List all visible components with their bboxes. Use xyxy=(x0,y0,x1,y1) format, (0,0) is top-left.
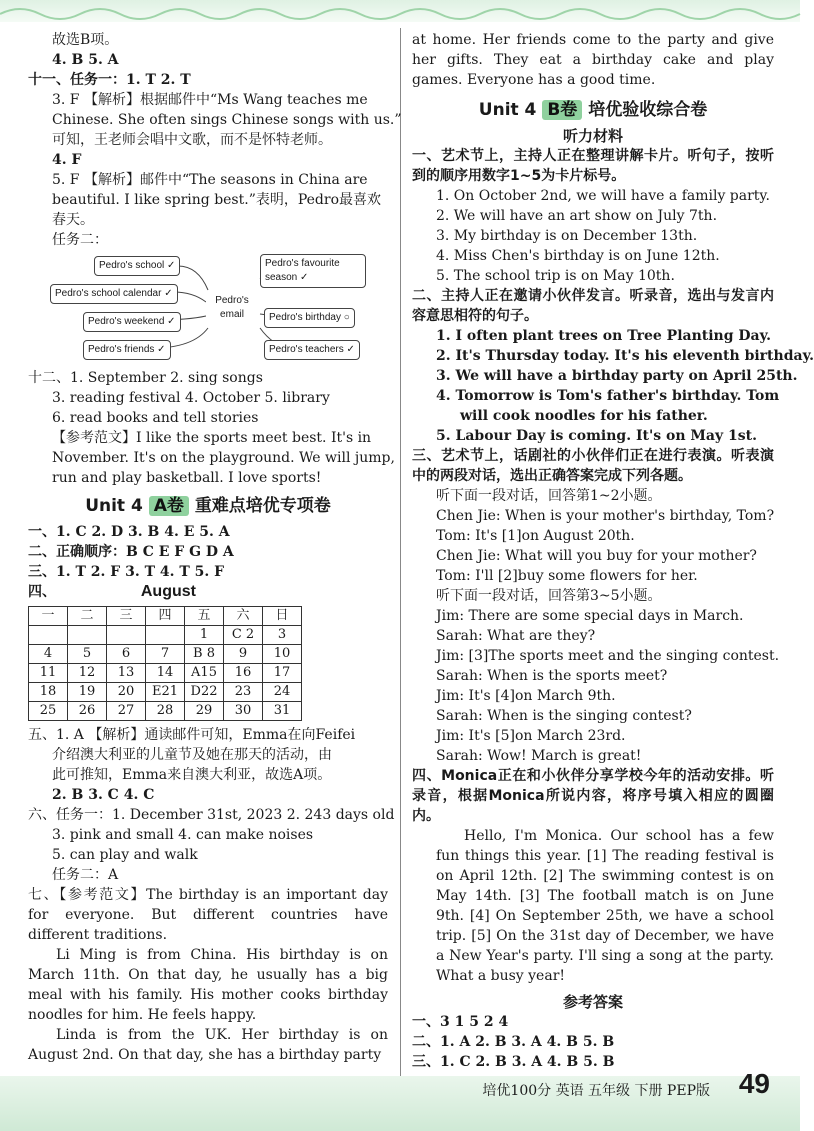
listening-material-title: 听力材料 xyxy=(562,127,623,145)
top-decoration-band xyxy=(0,0,800,22)
answer-line: 4. F xyxy=(52,152,82,168)
listening-line: 5. Labour Day is coming. It's on May 1st. xyxy=(436,428,757,444)
answer-line: 5. F 【解析】邮件中“The seasons in China are xyxy=(52,172,368,188)
mind-node-school-calendar: Pedro's school calendar ✓ xyxy=(50,284,178,304)
mind-map xyxy=(28,250,388,368)
wave-border-icon xyxy=(0,0,800,22)
calendar-cell: 19 xyxy=(68,683,107,702)
footer-book-info: 培优100分 英语 五年级 下册 PEP版 xyxy=(482,1083,710,1099)
question-prompt: 三、艺术节上，话剧社的小伙伴们正在进行表演。听表演中的两段对话，选出正确答案完成下列各题。 xyxy=(412,448,774,484)
answer-line: 一、1. C 2. D 3. B 4. E 5. A xyxy=(28,524,230,540)
calendar-week-row xyxy=(29,626,302,645)
answer-line: 二、1. A 2. B 3. A 4. B 5. B xyxy=(412,1034,615,1050)
answer-line: 5. can play and walk xyxy=(52,847,198,863)
unit-b-heading xyxy=(412,100,774,120)
calendar-month: August xyxy=(140,583,196,600)
answer-line: 可知，王老师会唱中文歌，而不是怀特老师。 xyxy=(52,132,332,148)
calendar-cell: 6 xyxy=(107,645,146,664)
mind-node-favourite-season: Pedro's favourite season ✓ xyxy=(260,254,366,288)
calendar-cell: 31 xyxy=(263,702,302,721)
dialogue-line: Sarah: Wow! March is great! xyxy=(436,748,642,764)
calendar-week-row xyxy=(29,664,302,683)
answer-key-title: 参考答案 xyxy=(562,993,623,1011)
section-four-label: 四、 xyxy=(28,584,56,600)
calendar-cell: 23 xyxy=(224,683,263,702)
sample-essay-paragraph: at home. Her friends come to the party and give her gifts. They eat a birthday cake and play games. Everyone has a good time. xyxy=(412,32,774,88)
calendar-cell: D22 xyxy=(185,683,224,702)
dialogue-line: Tom: I'll [2]buy some flowers for her. xyxy=(436,568,698,584)
listening-line: 3. We will have a birthday party on April 25th. xyxy=(436,368,798,384)
answer-line: 6. read books and tell stories xyxy=(52,410,259,426)
calendar-cell: 10 xyxy=(263,645,302,664)
answer-line: 春天。 xyxy=(52,212,94,228)
unit-a-title: Unit 4 xyxy=(85,496,143,516)
calendar-cell xyxy=(107,626,146,645)
answer-line: 任务二：A xyxy=(52,867,119,883)
dialogue-line: Chen Jie: When is your mother's birthday, Tom? xyxy=(436,508,775,524)
answer-line: 二、正确顺序：B C E F G D A xyxy=(28,544,234,560)
answer-line: 故选B项。 xyxy=(52,32,119,48)
answer-line: 3. F 【解析】根据邮件中“Ms Wang teaches me xyxy=(52,92,368,108)
sample-essay-line: November. It's on the playground. We will jump, xyxy=(52,450,395,466)
dialogue-line: Sarah: When is the singing contest? xyxy=(436,708,692,724)
calendar-header-row xyxy=(29,607,302,626)
calendar-cell: A15 xyxy=(185,664,224,683)
calendar-cell: 25 xyxy=(29,702,68,721)
unit-b-tag: B卷 xyxy=(542,100,582,120)
section-twelve: 十二、1. September 2. sing songs xyxy=(28,370,263,386)
calendar-cell: 7 xyxy=(146,645,185,664)
dialogue-line: Jim: There are some special days in March. xyxy=(436,608,744,624)
calendar-cell: 五 xyxy=(185,607,224,626)
monica-passage: Hello, I'm Monica. Our school has a few fun things this year. [1] The reading festival is on April 12th. [2] The swimming contest is on May 14th. [3] The football match is on June 9th. [4] On September 25th, we have a school trip. [5] On the 31st day of December, we have a New Year's party. I'll sing a song at the party. What a busy year! xyxy=(436,828,774,984)
answer-line: 3. reading festival 4. October 5. library xyxy=(52,390,330,406)
dialogue-line: Jim: It's [4]on March 9th. xyxy=(436,688,616,704)
calendar-cell: 11 xyxy=(29,664,68,683)
sample-essay-paragraph: Li Ming is from China. His birthday is on March 11th. On that day, he usually has a big meal with his family. His mother cooks birthday noodles for him. He feels happy. xyxy=(28,947,388,1023)
answer-line: 此可推知，Emma来自澳大利亚，故选A项。 xyxy=(52,767,332,783)
answer-line: 三、1. C 2. B 3. A 4. B 5. B xyxy=(412,1054,615,1070)
dialogue-instruction: 听下面一段对话，回答第1~2小题。 xyxy=(436,488,662,504)
calendar-cell: 4 xyxy=(29,645,68,664)
question-prompt: 四、Monica正在和小伙伴分享学校今年的活动安排。听录音，根据Monica所说内容，将序号填入相应的圆圈内。 xyxy=(412,768,774,824)
calendar-week-row xyxy=(29,645,302,664)
answer-line: beautiful. I like spring best.”表明，Pedro最喜欢 xyxy=(52,192,382,208)
answer-line: 4. B 5. A xyxy=(52,52,119,68)
calendar-cell: 28 xyxy=(146,702,185,721)
calendar-cell: 一 xyxy=(29,607,68,626)
unit-b-title: Unit 4 xyxy=(478,100,537,120)
listening-line: 2. It's Thursday today. It's his eleventh birthday. xyxy=(436,348,814,364)
listening-line: 5. The school trip is on May 10th. xyxy=(436,268,675,284)
mind-node-center: Pedro's email xyxy=(206,292,258,324)
question-prompt: 一、艺术节上，主持人正在整理讲解卡片。听句子，按听到的顺序用数字1~5为卡片标号。 xyxy=(412,148,774,184)
calendar-cell: E21 xyxy=(146,683,185,702)
page-footer xyxy=(0,1068,800,1131)
calendar-cell: 13 xyxy=(107,664,146,683)
answer-line: 三、1. T 2. F 3. T 4. T 5. F xyxy=(28,564,225,580)
sample-essay-paragraph: 七、【参考范文】The birthday is an important day for everyone. But different countries have different traditions. xyxy=(28,887,388,943)
calendar-week-row xyxy=(29,683,302,702)
mind-node-birthday: Pedro's birthday ○ xyxy=(264,308,355,328)
answer-line: 六、任务一：1. December 31st, 2023 2. 243 days old xyxy=(28,807,395,823)
calendar-cell: B 8 xyxy=(185,645,224,664)
calendar-cell: 18 xyxy=(29,683,68,702)
listening-line: will cook noodles for his father. xyxy=(460,408,708,424)
calendar-cell: 16 xyxy=(224,664,263,683)
dialogue-line: Chen Jie: What will you buy for your mother? xyxy=(436,548,757,564)
unit-a-subtitle: 重难点培优专项卷 xyxy=(194,496,331,516)
calendar-cell: 三 xyxy=(107,607,146,626)
answer-line: 2. B 3. C 4. C xyxy=(52,787,155,803)
calendar-cell: 20 xyxy=(107,683,146,702)
calendar-cell: 9 xyxy=(224,645,263,664)
column-divider xyxy=(400,28,401,1076)
answer-line: Chinese. She often sings Chinese songs with us.” xyxy=(52,112,402,128)
calendar-week-row xyxy=(29,702,302,721)
mind-node-teachers: Pedro's teachers ✓ xyxy=(264,340,360,360)
calendar-cell: 27 xyxy=(107,702,146,721)
listening-line: 1. On October 2nd, we will have a family party. xyxy=(436,188,770,204)
listening-line: 2. We will have an art show on July 7th. xyxy=(436,208,718,224)
right-column xyxy=(412,30,814,1072)
listening-line: 4. Tomorrow is Tom's father's birthday. Tom xyxy=(436,388,780,404)
calendar-cell: 二 xyxy=(68,607,107,626)
sample-essay-paragraph: Linda is from the UK. Her birthday is on August 2nd. On that day, she has a birthday party xyxy=(28,1027,388,1063)
calendar-heading xyxy=(28,582,388,602)
left-column xyxy=(28,30,402,1065)
calendar-cell xyxy=(29,626,68,645)
calendar-cell: 14 xyxy=(146,664,185,683)
sample-essay-line: run and play basketball. I love sports! xyxy=(52,470,322,486)
answer-line: 五、1. A 【解析】通读邮件可知，Emma在向Feifei xyxy=(28,727,356,743)
calendar-cell xyxy=(68,626,107,645)
unit-a-tag: A卷 xyxy=(149,496,189,516)
dialogue-line: Tom: It's [1]on August 20th. xyxy=(436,528,635,544)
calendar-cell: C 2 xyxy=(224,626,263,645)
listening-line: 1. I often plant trees on Tree Planting Day. xyxy=(436,328,772,344)
calendar-cell: 29 xyxy=(185,702,224,721)
calendar-cell: 5 xyxy=(68,645,107,664)
mind-node-school: Pedro's school ✓ xyxy=(94,256,180,276)
calendar-cell: 17 xyxy=(263,664,302,683)
dialogue-line: Sarah: What are they? xyxy=(436,628,596,644)
dialogue-line: Sarah: When is the sports meet? xyxy=(436,668,668,684)
calendar-cell: 3 xyxy=(263,626,302,645)
dialogue-line: Jim: It's [5]on March 23rd. xyxy=(436,728,626,744)
calendar-cell: 四 xyxy=(146,607,185,626)
calendar-cell: 26 xyxy=(68,702,107,721)
listening-line: 4. Miss Chen's birthday is on June 12th. xyxy=(436,248,720,264)
page-number: 49 xyxy=(738,1068,770,1099)
answer-line: 3. pink and small 4. can make noises xyxy=(52,827,314,843)
answer-line: 一、3 1 5 2 4 xyxy=(412,1014,509,1030)
calendar-cell: 12 xyxy=(68,664,107,683)
unit-b-subtitle: 培优验收综合卷 xyxy=(588,100,708,120)
mind-node-weekend: Pedro's weekend ✓ xyxy=(83,312,181,332)
answer-line: 介绍澳大利亚的儿童节及她在那天的活动，由 xyxy=(52,747,332,763)
calendar-cell: 24 xyxy=(263,683,302,702)
dialogue-instruction: 听下面一段对话，回答第3~5小题。 xyxy=(436,588,662,604)
calendar-table xyxy=(28,606,302,721)
calendar-cell: 30 xyxy=(224,702,263,721)
task-two-label: 任务二： xyxy=(52,232,108,248)
calendar-cell: 日 xyxy=(263,607,302,626)
calendar-cell: 1 xyxy=(185,626,224,645)
unit-a-heading xyxy=(28,496,388,516)
mind-node-friends: Pedro's friends ✓ xyxy=(83,340,171,360)
calendar-cell: 六 xyxy=(224,607,263,626)
question-prompt: 二、主持人正在邀请小伙伴发言。听录音，选出与发言内容意思相符的句子。 xyxy=(412,288,774,324)
listening-line: 3. My birthday is on December 13th. xyxy=(436,228,698,244)
section-eleven-task1: 十一、任务一：1. T 2. T xyxy=(28,72,191,88)
sample-essay-line: 【参考范文】I like the sports meet best. It's in xyxy=(52,430,372,446)
calendar-cell xyxy=(146,626,185,645)
dialogue-line: Jim: [3]The sports meet and the singing contest. xyxy=(436,648,780,664)
